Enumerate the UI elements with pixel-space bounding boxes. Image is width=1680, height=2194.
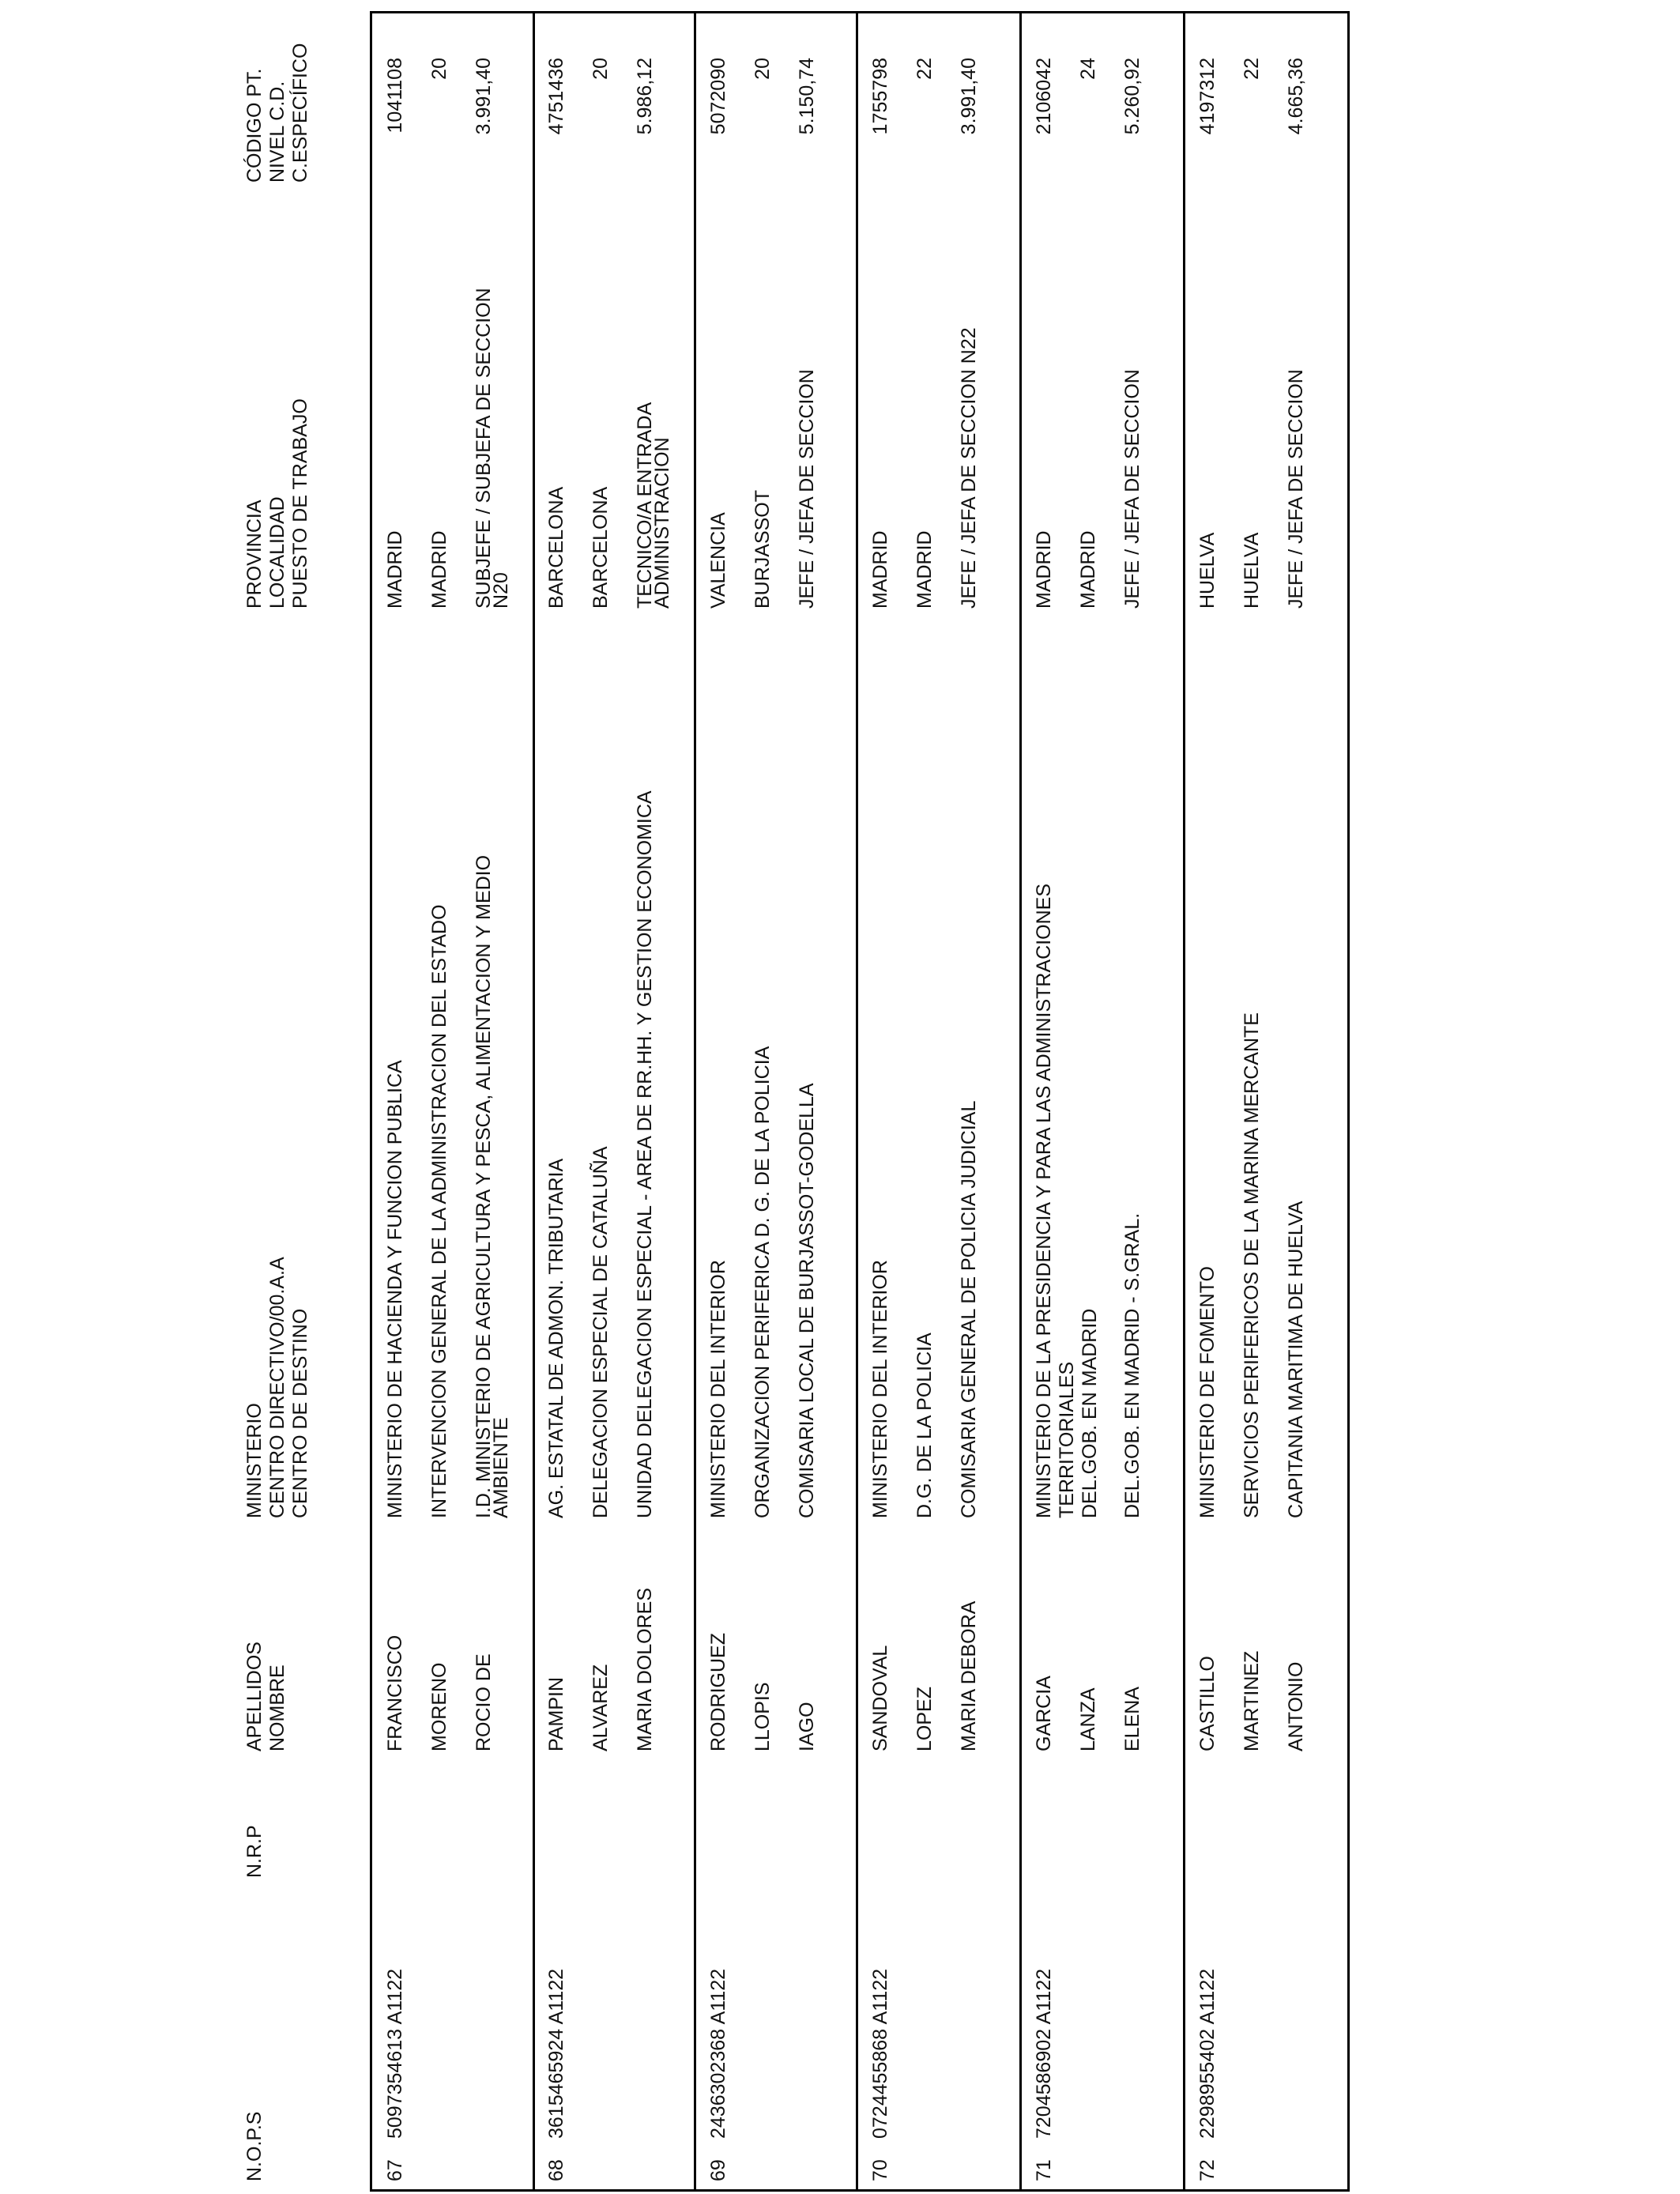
record-centro-destino: UNIDAD DELEGACION ESPECIAL - AREA DE RR.HH. Y GESTION ECONOMICA <box>634 790 656 1518</box>
record-puesto: JEFE / JEFA DE SECCION N22 <box>958 327 980 609</box>
record-especifico: 5.150,74 <box>796 58 818 135</box>
record-puesto: JEFE / JEFA DE SECCION <box>1285 369 1307 609</box>
record-nrp: 5097354613 A1122 <box>384 1968 406 2139</box>
record-surname-2: LANZA <box>1077 1687 1099 1751</box>
record-nrp: 3615465924 A1122 <box>545 1968 567 2139</box>
record-especifico: 5.260,92 <box>1121 58 1143 135</box>
record-especifico: 5.986,12 <box>634 58 656 135</box>
row-separator <box>694 11 696 2192</box>
row-separator <box>533 11 535 2192</box>
record-ministerio-cont: TERRITORIALES <box>1056 1361 1078 1518</box>
row-separator <box>1019 11 1022 2192</box>
header-centro-destino: CENTRO DE DESTINO <box>289 1308 311 1518</box>
record-provincia: MADRID <box>869 530 891 609</box>
header-nombre: NOMBRE <box>266 1664 288 1751</box>
record-codigo: 1755798 <box>869 58 891 135</box>
record-ministerio: MINISTERIO DE FOMENTO <box>1196 1266 1219 1518</box>
record-nops: 70 <box>869 2159 891 2181</box>
header-codigo: CÓDIGO PT. <box>243 68 266 183</box>
record-surname-2: MARTINEZ <box>1241 1650 1263 1751</box>
header-puesto: PUESTO DE TRABAJO <box>289 398 311 609</box>
record-nivel: 24 <box>1077 58 1099 80</box>
record-codigo: 2106042 <box>1033 58 1055 135</box>
record-nivel: 20 <box>590 58 612 80</box>
record-ministerio: MINISTERIO DEL INTERIOR <box>707 1260 729 1518</box>
record-surname-1: CASTILLO <box>1196 1656 1219 1751</box>
record-puesto: TECNICO/A ENTRADA <box>634 401 656 609</box>
header-centro-directivo: CENTRO DIRECTIVO/00.A.A <box>266 1257 288 1518</box>
row-separator <box>856 11 858 2192</box>
record-name: MARIA DEBORA <box>958 1600 980 1751</box>
record-nops: 67 <box>384 2159 406 2181</box>
record-nops: 69 <box>707 2159 729 2181</box>
record-puesto: JEFE / JEFA DE SECCION <box>796 369 818 609</box>
record-centro-destino: COMISARIA GENERAL DE POLICIA JUDICIAL <box>958 1100 980 1518</box>
record-name: ROCIO DE <box>473 1653 495 1751</box>
record-centro-directivo: ORGANIZACION PERIFERICA D. G. DE LA POLICIA <box>751 1046 774 1518</box>
record-codigo: 4197312 <box>1196 58 1219 135</box>
record-centro-directivo: D.G. DE LA POLICIA <box>913 1333 936 1518</box>
table-frame <box>370 11 1350 2192</box>
record-nrp: 7204586902 A1122 <box>1033 1968 1055 2139</box>
header-nrp: N.R.P <box>243 1825 266 1878</box>
header-especifico: C.ESPECÍFICO <box>289 43 311 183</box>
record-name: ELENA <box>1121 1687 1143 1751</box>
record-especifico: 4.665,36 <box>1285 58 1307 135</box>
row-separator <box>1183 11 1185 2192</box>
record-localidad: MADRID <box>913 530 936 609</box>
record-nivel: 22 <box>1241 58 1263 80</box>
record-nops: 71 <box>1033 2159 1055 2181</box>
record-provincia: MADRID <box>1033 530 1055 609</box>
record-localidad: BURJASSOT <box>751 489 774 609</box>
record-provincia: MADRID <box>384 530 406 609</box>
record-localidad: MADRID <box>428 530 450 609</box>
record-puesto: SUBJEFE / SUBJEFA DE SECCION <box>473 288 495 609</box>
record-especifico: 3.991,40 <box>473 58 495 135</box>
record-surname-1: SANDOVAL <box>869 1645 891 1751</box>
record-codigo: 5072090 <box>707 58 729 135</box>
record-centro-directivo: SERVICIOS PERIFERICOS DE LA MARINA MERCANTE <box>1241 1012 1263 1518</box>
header-nops: N.O.P.S <box>243 2111 266 2181</box>
record-nrp: 2436302368 A1122 <box>707 1968 729 2139</box>
record-centro-directivo: INTERVENCION GENERAL DE LA ADMINISTRACION DEL ESTADO <box>428 904 450 1518</box>
record-centro-destino: CAPITANIA MARITIMA DE HUELVA <box>1285 1201 1307 1518</box>
record-provincia: BARCELONA <box>545 486 567 609</box>
record-surname-1: RODRIGUEZ <box>707 1633 729 1751</box>
record-provincia: HUELVA <box>1196 532 1219 609</box>
record-name: IAGO <box>796 1702 818 1751</box>
record-surname-2: ALVAREZ <box>590 1664 612 1751</box>
record-localidad: BARCELONA <box>590 486 612 609</box>
record-especifico: 3.991,40 <box>958 58 980 135</box>
record-codigo: 4751436 <box>545 58 567 135</box>
record-name: ANTONIO <box>1285 1661 1307 1751</box>
record-surname-2: LLOPIS <box>751 1682 774 1751</box>
record-name: MARIA DOLORES <box>634 1588 656 1751</box>
record-codigo: 1041108 <box>384 58 406 134</box>
record-centro-directivo: DEL.GOB. EN MADRID <box>1079 1308 1101 1518</box>
record-nops: 72 <box>1196 2159 1219 2181</box>
record-ministerio: AG. ESTATAL DE ADMON. TRIBUTARIA <box>545 1158 567 1518</box>
record-localidad: HUELVA <box>1241 532 1263 609</box>
record-provincia: VALENCIA <box>707 512 729 609</box>
record-nivel: 20 <box>751 58 774 80</box>
record-nrp: 2298955402 A1122 <box>1196 1968 1219 2139</box>
record-puesto: N20 <box>490 572 512 609</box>
record-surname-1: GARCIA <box>1033 1676 1055 1751</box>
record-ministerio: MINISTERIO DE LA PRESIDENCIA Y PARA LAS ADMINISTRACIONES <box>1033 883 1055 1518</box>
record-surname-1: FRANCISCO <box>384 1634 406 1751</box>
record-centro-directivo: DELEGACION ESPECIAL DE CATALUÑA <box>590 1146 612 1518</box>
record-nops: 68 <box>545 2159 567 2181</box>
record-surname-2: LOPEZ <box>913 1687 936 1751</box>
record-nivel: 20 <box>428 58 450 80</box>
record-ministerio: MINISTERIO DEL INTERIOR <box>869 1260 891 1518</box>
record-localidad: MADRID <box>1077 530 1099 609</box>
record-centro-destino: I.D. MINISTERIO DE AGRICULTURA Y PESCA, ALIMENTACION Y MEDIO <box>473 854 495 1518</box>
record-surname-1: PAMPIN <box>545 1677 567 1751</box>
header-apellidos: APELLIDOS <box>243 1642 266 1751</box>
record-nivel: 22 <box>913 58 936 80</box>
record-puesto: ADMINISTRACION <box>651 437 673 609</box>
record-centro-destino: DEL.GOB. EN MADRID - S.GRAL. <box>1121 1212 1143 1518</box>
header-localidad: LOCALIDAD <box>266 496 288 609</box>
record-nrp: 0724455868 A1122 <box>869 1968 891 2139</box>
record-ministerio: MINISTERIO DE HACIENDA Y FUNCION PUBLICA <box>384 1060 406 1518</box>
record-centro-destino: COMISARIA LOCAL DE BURJASSOT-GODELLA <box>796 1083 818 1518</box>
header-ministerio: MINISTERIO <box>243 1403 266 1518</box>
header-provincia: PROVINCIA <box>243 499 266 609</box>
header-nivel: NIVEL C.D. <box>266 81 288 183</box>
record-puesto: JEFE / JEFA DE SECCION <box>1121 369 1143 609</box>
record-surname-2: MORENO <box>428 1662 450 1751</box>
record-centro-destino: AMBIENTE <box>490 1417 512 1518</box>
